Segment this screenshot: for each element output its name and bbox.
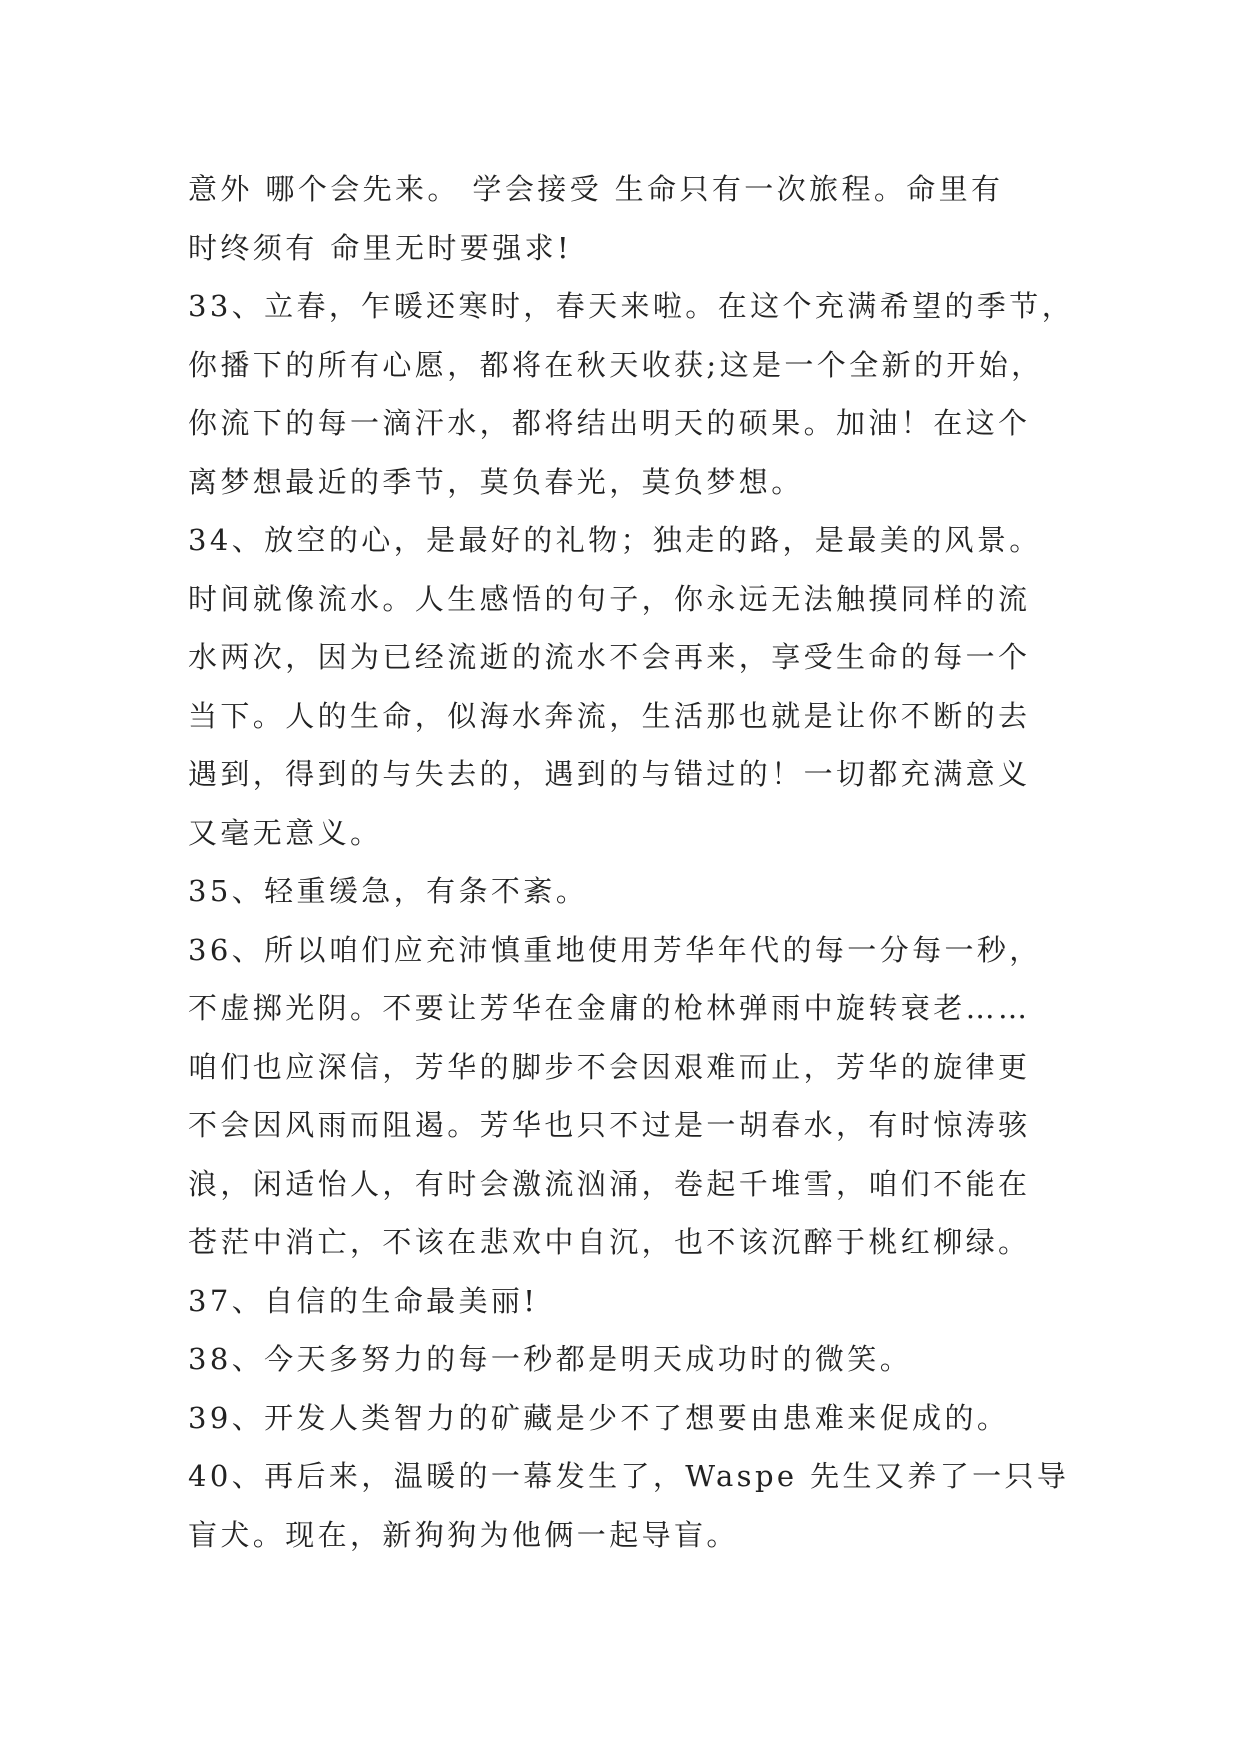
text-line: 37、自信的生命最美丽! [188,1283,539,1318]
text-line: 不虚掷光阴。不要让芳华在金庸的枪林弹雨中旋转衰老…… [188,991,1031,1025]
text-line: 39、开发人类智力的矿藏是少不了想要由患难来促成的。 [188,1400,1010,1435]
text-line: 浪，闲适怡人，有时会激流汹涌，卷起千堆雪，咱们不能在 [188,1166,1031,1201]
text-line: 水两次，因为已经流逝的流水不会再来，享受生命的每一个 [188,640,1031,674]
text-line: 时终须有 命里无时要强求! [188,230,573,265]
text-line: 遇到，得到的与失去的，遇到的与错过的！一切都充满意义 [188,757,1031,791]
text-line: 盲犬。现在，新狗狗为他俩一起导盲。 [188,1517,739,1552]
text-line: 意外 哪个会先来。 学会接受 生命只有一次旅程。命里有 [188,172,1004,206]
text-line: 当下。人的生命，似海水奔流，生活那也就是让你不断的去 [188,698,1031,733]
text-line: 不会因风雨而阻遏。芳华也只不过是一胡春水，有时惊涛骇 [188,1108,1031,1142]
text-line: 时间就像流水。人生感悟的句子，你永远无法触摸同样的流 [188,581,1031,616]
text-line: 咱们也应深信，芳华的脚步不会因艰难而止，芳华的旋律更 [188,1049,1031,1084]
text-line: 你流下的每一滴汗水，都将结出明天的硕果。加油！在这个 [188,406,1031,440]
text-line: 40、再后来，温暖的一幕发生了，Waspe 先生又养了一只导 [188,1459,1070,1493]
text-line: 苍茫中消亡，不该在悲欢中自沉，也不该沉醉于桃红柳绿。 [188,1225,1031,1259]
text-line: 35、轻重缓急，有条不紊。 [188,874,589,908]
text-line: 又毫无意义。 [188,815,383,850]
document-body [188,160,1075,1564]
text-line: 38、今天多努力的每一秒都是明天成功时的微笑。 [188,1342,913,1376]
text-line: 离梦想最近的季节，莫负春光，莫负梦想。 [188,464,804,499]
text-line: 34、放空的心，是最好的礼物；独走的路，是最美的风景。 [188,523,1042,557]
text-line: 36、所以咱们应充沛慎重地使用芳华年代的每一分每一秒， [188,932,1042,967]
text-line: 你播下的所有心愿，都将在秋天收获;这是一个全新的开始， [188,347,1044,382]
text-line: 33、立春，乍暖还寒时，春天来啦。在这个充满希望的季节， [188,289,1075,323]
